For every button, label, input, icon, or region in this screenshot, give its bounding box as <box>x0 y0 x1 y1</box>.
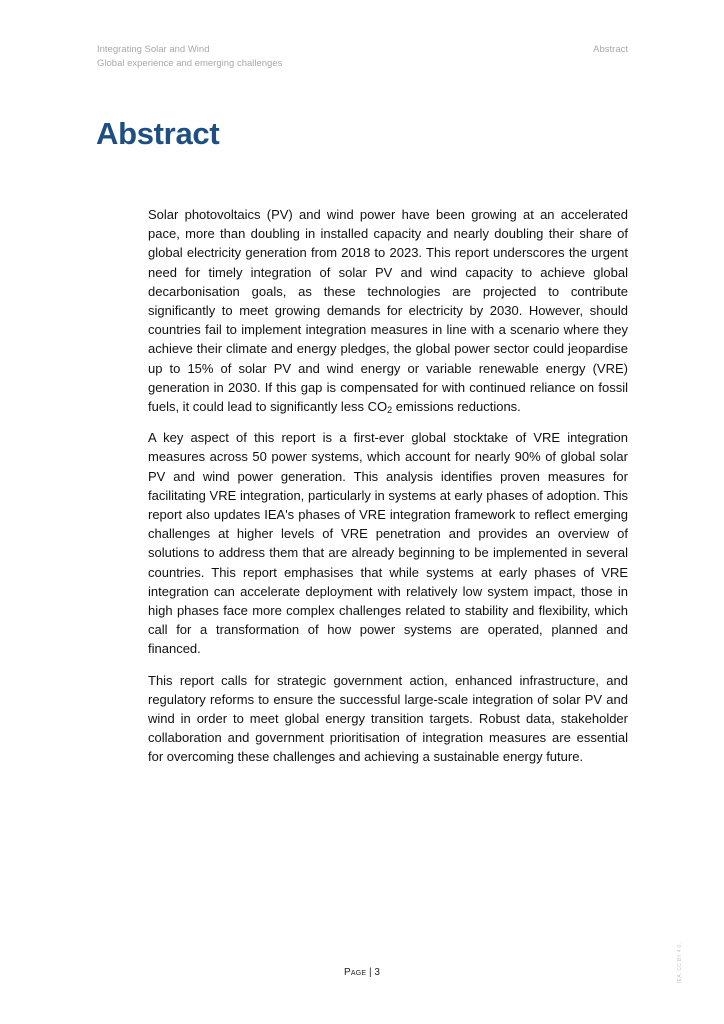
header-report-title: Integrating Solar and Wind <box>97 44 210 55</box>
paragraph-1 <box>148 205 628 416</box>
page-title: Abstract <box>96 116 220 151</box>
header-report-subtitle: Global experience and emerging challenges <box>97 58 283 69</box>
paragraph-2: A key aspect of this report is a first-ever global stocktake of VRE integration measures across 50 power systems, which account for nearly 90% of global solar PV and wind power generation. This analysis identifies proven measures for facilitating VRE integration, particularly in systems at early phases of adoption. This report also updates IEA's phases of VRE integration framework to reflect emerging challenges at higher levels of VRE penetration and provides an overview of solutions to address them that are already beginning to be implemented in several countries. This report emphasises that while systems at early phases of VRE integration can accelerate deployment with relatively low system impact, those in high phases face more complex challenges related to stability and flexibility, which call for a transformation of how power systems are operated, planned and financed. <box>148 430 628 657</box>
abstract-body <box>148 205 628 779</box>
page-number: 3 <box>374 967 380 978</box>
paragraph-1-tail: emissions reductions. <box>392 399 521 415</box>
page-separator: | <box>366 967 375 978</box>
page-label: Page <box>344 967 367 978</box>
license-note: IEA. CC BY 4.0. <box>677 942 683 983</box>
co2-subscript: 2 <box>387 405 393 416</box>
header-section-name: Abstract <box>593 44 628 55</box>
page-footer <box>0 967 724 978</box>
header-left <box>97 43 282 71</box>
paragraph-3: This report calls for strategic government action, enhanced infrastructure, and regulatory reforms to ensure the successful large-scale integration of solar PV and wind in order to meet global energy transition targets. Robust data, stakeholder collaboration and government prioritisation of integration measures are essential for overcoming these challenges and achieving a sustainable energy future. <box>148 672 628 765</box>
running-header <box>97 43 628 71</box>
paragraph-1-text: Solar photovoltaics (PV) and wind power have been growing at an accelerated pace, more than doubling in installed capacity and nearly doubling their share of global electricity generation from 2018 to 2023. This report underscores the urgent need for timely integration of solar PV and wind capacity to achieve global decarbonisation goals, as these technologies are projected to contribute significantly to meet growing demands for electricity by 2030. However, should countries fail to implement integration measures in line with a scenario where they achieve their climate and energy pledges, the global power sector could jeopardise up to 15% of solar PV and wind energy or variable renewable energy (VRE) generation in 2030. If this gap is compensated for with continued reliance on fossil fuels, it could lead to significantly less CO <box>148 207 628 415</box>
